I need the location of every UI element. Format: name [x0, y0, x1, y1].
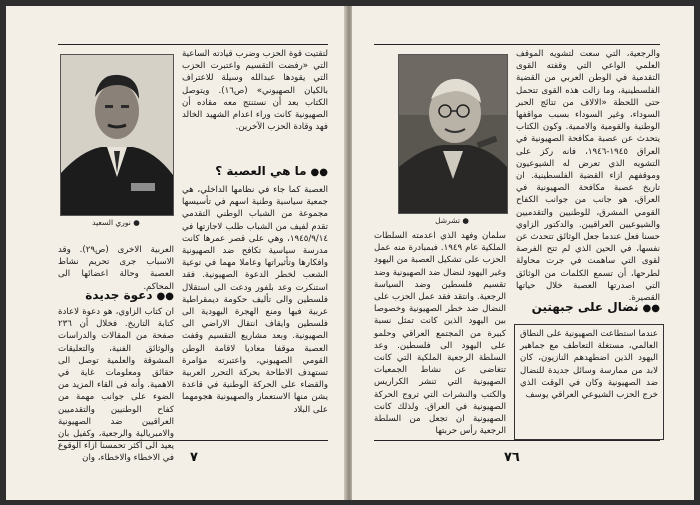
- portrait-image: [61, 55, 173, 215]
- paragraph: العربية الاخرى (ص٢٩). وقد الاسباب جرى تحريم نشاط العصبة وحالة اعضائها الى المحاكم.: [58, 245, 175, 292]
- top-rule: [58, 44, 328, 45]
- text-column-right-bottom: [520, 328, 658, 434]
- heading-container: [58, 282, 174, 304]
- paragraph: والرجعية، التي سعت لتشويه الموقف العلمي الواعي التي وقفته القوى التقدمية في الوطن العربي من القضية الفلسطينية، وما زالت هذه القوى تتحمل حتى اللحظة «الالاف من تتائج الحبر السوداء، وغير السوداء بسبب مواقفها الوطنية والقومية والاممية. وكون الكتاب يتحدث عن عصبة مكافحة الصهيونية في العراق ١٩٤٥-١٩٤٦، فانه ركز على التشويه الذي تعرض له الشيوعيون وموقفهم ازاء القضية الفلسطينية. ان تاريخ عصبة مكافحة الصهيونية في العراق، هو جانب من جوانب الكفاح القومي المشرق، للوطنيين والتقدميين والشيوعيين العراقيين. والدكتور الزاوي حسنا فعل عندما جعل الوثائق تتحدث عن نفسها، في الحين الذي لم تتح الفرصة لقوى التي ساهمت في جرت محاولة لطرحها، أن تسمع الكلمات من الوثائق التي اصدرتها العصبة خلال حياتها القصيرة.: [516, 49, 660, 304]
- heading-container: [182, 158, 328, 182]
- section-heading-what-is-league: ●●ما هي العصبة ؟: [215, 164, 328, 178]
- bottom-rule: [58, 440, 328, 441]
- double-dot-icon: ●●: [156, 291, 174, 302]
- portrait-image: [399, 55, 507, 213]
- double-dot-icon: ●●: [642, 303, 660, 314]
- text-column-right-top: [182, 48, 328, 158]
- section-heading-two-fronts: ●●نضال على جبهتين: [531, 300, 660, 314]
- photo-caption: ● تشرشل: [435, 216, 469, 225]
- bottom-rule: [374, 440, 660, 441]
- paragraph: ان كتاب الزاوي، هو دعوة لاعادة كتابة التاريخ. فخلال أن ٢٣٦ صفحة من المقالات والدراسات والوثائق الفنية، والتعليقات المشوقة والعلمية توصل الى حقائق ومعلومات غاية في الاهمية. وأنه فى القاء المزيد من الضوء على جوانب مهمة من كفاح الوطنيين والتقدميين العراقيين ضد الصهيونية والامبريالية والرجعية، وكفيل بان يعيد الى أكثر تحمسنا ازاء الوقوع في الاخطاء والاخطاء، وان: [58, 307, 174, 464]
- text-column-right-bottom: [182, 184, 328, 436]
- heading-container: [516, 294, 660, 318]
- text-column-left-top: [58, 244, 175, 292]
- photo-caption: ● نوري السعيد: [92, 218, 140, 227]
- paragraph: سلمان وفهد الذي اعدمته السلطات الملكية عام ١٩٤٩. فبمبادرة منه عمل الحزب على تشكيل العصبة من اليهود وغير اليهود لنضال ضد الصهيونية وضد تقسيم فلسطين وضد السياسة الرجعية. وانتقد فقد عمل الحزب على النضال ضد خطر الصهيونية وخصوصا بين اليهود الذين كانت تمثل نسبة كبيرة من المجتمع العراقي وحلمو على اليهود الى فلسطين. وعد السلطة الرجعية الملكية التي كانت تتغاضى عن نشاط الجمعيات الصهيونية التي تنشر الكراريس والكتب والنشرات التي تروج الحركة الصهيونية في العراق. ولذلك كانت الصهيونية ان تجعل من السلطة الرجعية رأس حربتها: [374, 231, 507, 437]
- double-dot-icon: ●●: [310, 167, 328, 178]
- section-heading-new-call: ●●دعوة جديدة: [85, 288, 174, 302]
- page-number: ٧: [190, 450, 198, 465]
- left-page: [6, 6, 346, 500]
- portrait-photo-churchill: [398, 54, 508, 214]
- text-column-left: [374, 230, 506, 438]
- paragraph: لتقتيت قوة الحزب وضرب قيادته الساعية التي «رفضت التقسيم واعتبرت الحزب التي يقودها عبدالله وسيلة للاعتراف بالكيان الصهيوني» (ص١٦). ويتوصل الكتاب بعد أن نستنتج معه مقاده أن الصهيونية كانت وراء اعدام الشهيد الخالد فهد وقادة الحزب الآخرين.: [182, 49, 328, 133]
- page-number: ٧٦: [504, 450, 520, 465]
- paragraph: العصبة كما جاء في نظامها الداخلي، هي جمعية سياسية وطنية اسهم في تأسيسها مجموعة من الشباب الوطني التقدمي تقدم لفيف من الشباب طلب لاجازتها في ١٩٤٥/٩/١٤، وهي على قصر عمرها كانت مدرسة سياسية تكافح ضد الصهيونية وافكارها وتأثيراتها وعاملا مهما في توعية الشعب لخطر الدعوة الصهيونية. فقد استنكرت وعد بلفور ودعت الى استقلال فلسطين والى تأليف حكومة ديمقراطية عربية فيها ومنع الهجرة اليهودية الى فلسطين وايقاف انتقال الاراضي الى الصهيونية. وبعد مشاريع التقسيم وقفت العصبة موقفا معاديا لاقامة الوطن القومي الصهيوني، واعتبرته مؤامرة تستهدف الاطاحة بحركة التحرر العربية والقضاء على الحركة الوطنية في قاعدة يشن منها الاستعمار والصهيونية هجومهما على البلاد: [182, 185, 328, 415]
- top-rule: [374, 44, 660, 45]
- right-page: [352, 6, 694, 500]
- paragraph: عندما استطاعت الصهيونية على النطاق العالمي، مستغلة التعاطف مع جماهير اليهود الذين اضطهدهم النازيون، كان لابد من ممارسة وسائل جديدة للنضال ضد الصهيونية وكان في الوقت الذي خرج الحزب الشيوعي العراقي يوسف: [520, 329, 658, 401]
- text-column-right-top: [516, 48, 660, 304]
- text-column-left-bottom: [58, 306, 174, 464]
- portrait-photo-nuri-said: [60, 54, 174, 216]
